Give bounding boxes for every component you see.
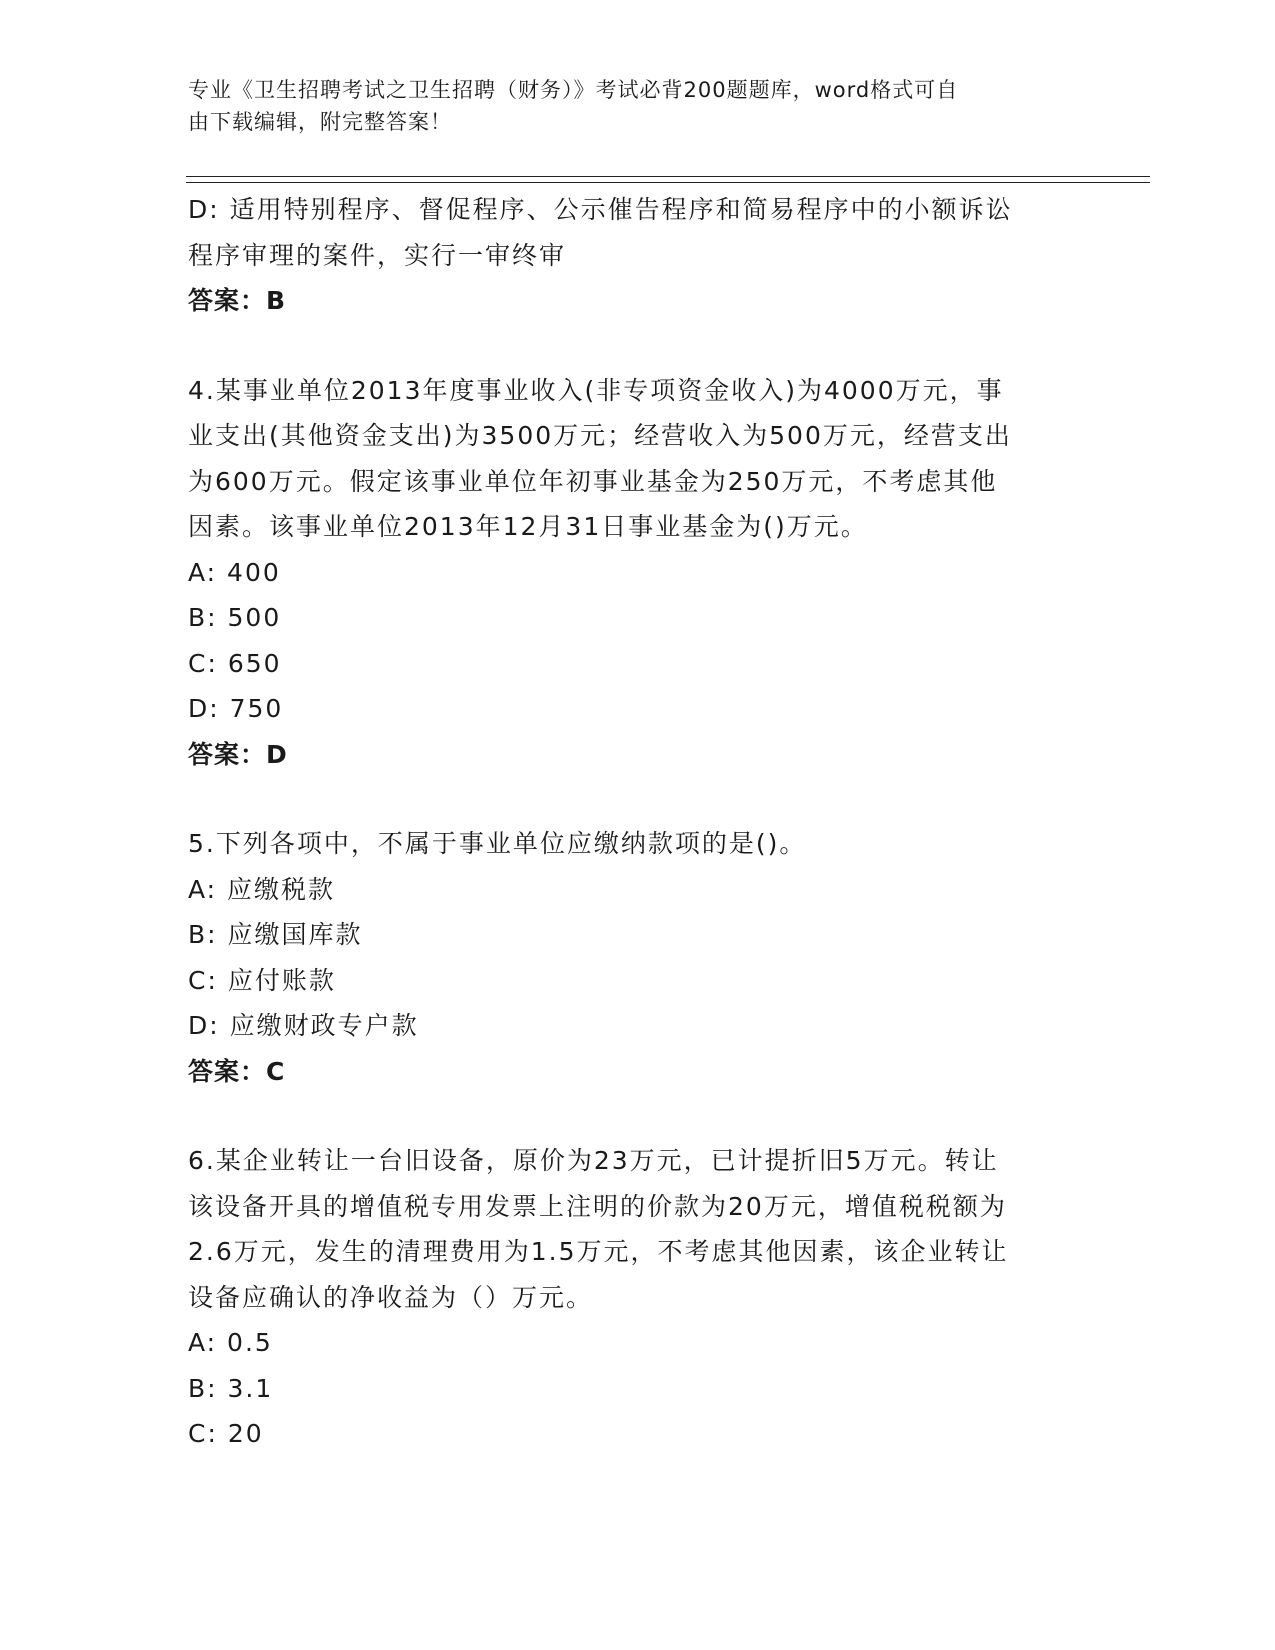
option-d-line-2: 程序审理的案件，实行一审终审 <box>188 240 567 270</box>
option-c: C: 20 <box>188 1419 264 1448</box>
option-c: C: 应付账款 <box>188 965 336 995</box>
question-stem-line: 5.下列各项中，不属于事业单位应缴纳款项的是()。 <box>188 829 807 858</box>
header-divider-bottom <box>186 182 1150 183</box>
option-b: B: 500 <box>188 603 282 632</box>
spacer <box>188 324 1088 368</box>
question-stem-line: 为600万元。假定该事业单位年初事业基金为250万元，不考虑其他 <box>188 466 998 496</box>
question-stem-line: 因素。该事业单位2013年12月31日事业基金为()万元。 <box>188 512 868 541</box>
header-line-1: 专业《卫生招聘考试之卫生招聘（财务）》考试必背200题题库，word格式可自 <box>188 78 959 102</box>
option-c: C: 650 <box>188 648 282 678</box>
question-stem-line: 业支出(其他资金支出)为3500万元；经营收入为500万元，经营支出 <box>188 421 1012 450</box>
spacer <box>188 1094 1088 1138</box>
question-stem-line: 该设备开具的增值税专用发票上注明的价款为20万元，增值税税额为 <box>188 1191 1007 1221</box>
option-b: B: 3.1 <box>188 1373 274 1403</box>
question-3-continuation <box>188 187 1088 324</box>
option-a: A: 应缴税款 <box>188 874 336 904</box>
document-body <box>188 187 1088 1457</box>
answer-label: 答案：D <box>188 739 288 769</box>
option-d: D: 应缴财政专户款 <box>188 1011 419 1040</box>
document-header <box>188 74 1068 138</box>
question-4 <box>188 368 1088 778</box>
option-b: B: 应缴国库款 <box>188 920 363 949</box>
spacer <box>188 777 1088 821</box>
question-stem-line: 2.6万元，发生的清理费用为1.5万元，不考虑其他因素，该企业转让 <box>188 1237 1009 1266</box>
option-a: A: 0.5 <box>188 1328 273 1357</box>
answer-label: 答案：C <box>188 1056 286 1086</box>
header-line-2: 由下载编辑，附完整答案！ <box>188 110 452 134</box>
option-d-line-1: D: 适用特别程序、督促程序、公示催告程序和简易程序中的小额诉讼 <box>188 195 1013 224</box>
question-stem-line: 6.某企业转让一台旧设备，原价为23万元，已计提折旧5万元。转让 <box>188 1146 999 1175</box>
option-d: D: 750 <box>188 694 284 723</box>
question-6 <box>188 1138 1088 1457</box>
question-stem-line: 4.某事业单位2013年度事业收入(非专项资金收入)为4000万元，事 <box>188 375 1004 405</box>
answer-label: 答案：B <box>188 286 287 315</box>
option-a: A: 400 <box>188 557 281 587</box>
header-divider-top <box>186 176 1150 177</box>
question-5 <box>188 821 1088 1094</box>
question-stem-line: 设备应确认的净收益为（）万元。 <box>188 1282 594 1312</box>
